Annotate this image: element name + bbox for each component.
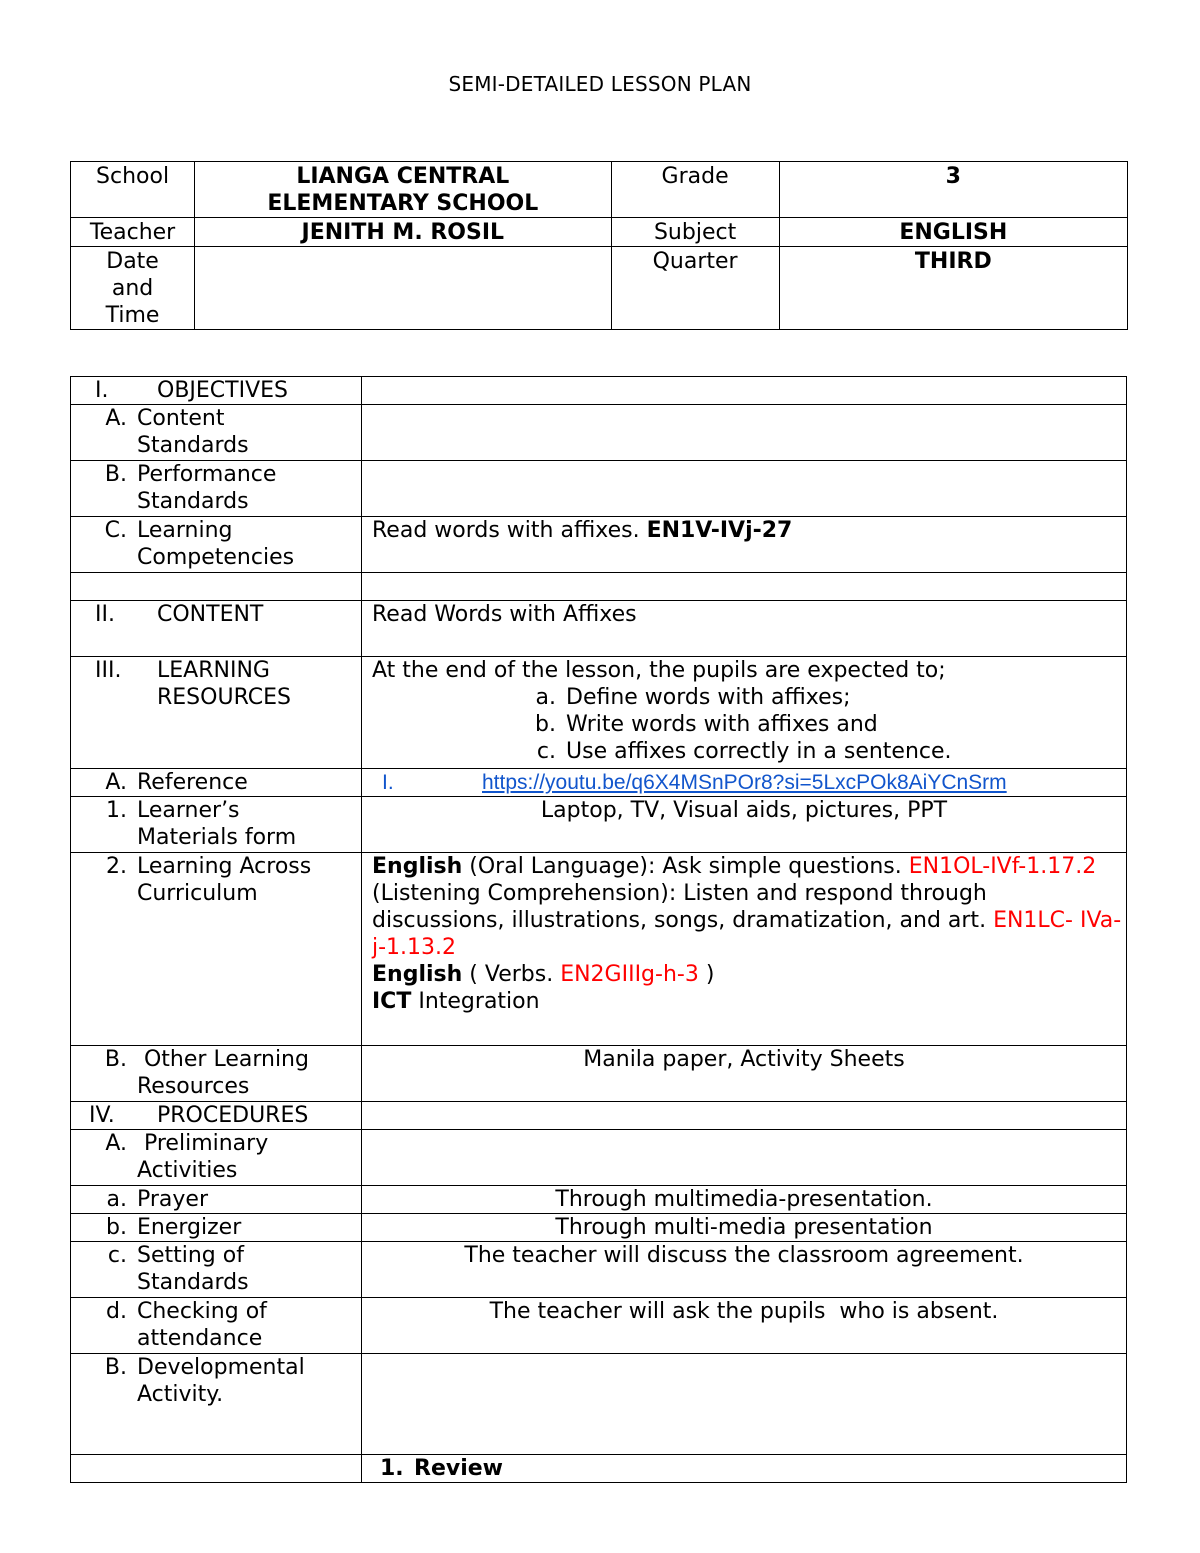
preliminary-value (362, 1130, 1127, 1186)
code-listening: EN1LC- IVa-j-1.13.2 (372, 908, 1122, 960)
blank-value (362, 573, 1127, 601)
table-row (71, 1046, 1127, 1102)
attendance-label: d. Checking of attendance (71, 1298, 362, 1354)
learning-resources-label: III. LEARNING RESOURCES (71, 657, 362, 769)
learning-competencies-label: C. Learning Competencies (71, 517, 362, 573)
content-value: Read Words with Affixes (362, 601, 1127, 657)
review-label (71, 1455, 362, 1483)
table-row (71, 1298, 1127, 1354)
learners-materials-value: Laptop, TV, Visual aids, pictures, PPT (362, 797, 1127, 853)
learners-materials-label: 1. Learner’s Materials form (71, 797, 362, 853)
learning-competencies-value: Read words with affixes. EN1V-IVj-27 (362, 517, 1127, 573)
attendance-value: The teacher will ask the pupils who is absent. (362, 1298, 1127, 1354)
quarter-label: Quarter (611, 247, 779, 330)
content-label: II. CONTENT (71, 601, 362, 657)
reference-link[interactable]: https://youtu.be/q6X4MSnPOr8?si=5LxcPOk8AiYCnSrm (482, 771, 1007, 794)
table-row (71, 797, 1127, 853)
developmental-value (362, 1354, 1127, 1455)
school-value: LIANGA CENTRAL ELEMENTARY SCHOOL (195, 162, 611, 218)
table-row (71, 573, 1127, 601)
objectives-value (362, 377, 1127, 405)
review-value: 1. Review (362, 1455, 1127, 1483)
learning-across-value: English (Oral Language): Ask simple questions. EN1OL-IVf-1.17.2 (Listening Comprehension): Listen and respond through discussions, illustrations, songs, dramatization, and art. EN1LC- IVa-j-1.13.2 English ( Verbs. EN2GIIIg-h-3 ) ICT Integration (362, 853, 1127, 1046)
table-row (71, 1455, 1127, 1483)
list-item: c. Use affixes correctly in a sentence. (536, 739, 952, 764)
objectives-label: I. OBJECTIVES (71, 377, 362, 405)
table-row (71, 769, 1127, 797)
table-row (71, 1214, 1127, 1242)
table-row (71, 601, 1127, 657)
setting-standards-value: The teacher will discuss the classroom agreement. (362, 1242, 1127, 1298)
performance-standards-label: B. Performance Standards (71, 461, 362, 517)
code-verbs: EN2GIIIg-h-3 (560, 962, 699, 987)
performance-standards-value (362, 461, 1127, 517)
competency-code: EN1V-IVj-27 (646, 518, 793, 543)
list-item: a. Define words with affixes; (535, 685, 851, 710)
table-row (71, 1186, 1127, 1214)
quarter-value: THIRD (779, 247, 1127, 330)
prayer-value: Through multimedia-presentation. (362, 1186, 1127, 1214)
content-standards-label: A. Content Standards (71, 405, 362, 461)
prayer-label: a. Prayer (71, 1186, 362, 1214)
procedures-label: IV. PROCEDURES (71, 1102, 362, 1130)
setting-standards-label: c. Setting of Standards (71, 1242, 362, 1298)
grade-label: Grade (611, 162, 779, 218)
teacher-value: JENITH M. ROSIL (195, 218, 611, 247)
subject-label: Subject (611, 218, 779, 247)
subject-value: ENGLISH (779, 218, 1127, 247)
table-row (71, 1242, 1127, 1298)
energizer-label: b. Energizer (71, 1214, 362, 1242)
content-standards-value (362, 405, 1127, 461)
table-row (71, 1102, 1127, 1130)
code-oral-language: EN1OL-IVf-1.17.2 (908, 854, 1097, 879)
header-info-table (70, 161, 1128, 330)
reference-label: A. Reference (71, 769, 362, 797)
blank-label (71, 573, 362, 601)
procedures-value (362, 1102, 1127, 1130)
table-row (71, 1354, 1127, 1455)
date-time-label: Date and Time (71, 247, 195, 330)
developmental-label: B. Developmental Activity. (71, 1354, 362, 1455)
learning-resources-value: At the end of the lesson, the pupils are expected to; a. Define words with affixes; b. Write words with affixes and c. Use affixes correctly in a sentence. (362, 657, 1127, 769)
table-row (71, 517, 1127, 573)
grade-value: 3 (779, 162, 1127, 218)
preliminary-label: A. Preliminary Activities (71, 1130, 362, 1186)
reference-value: I. https://youtu.be/q6X4MSnPOr8?si=5LxcPOk8AiYCnSrm (362, 769, 1127, 797)
learning-across-label: 2. Learning Across Curriculum (71, 853, 362, 1046)
school-label: School (71, 162, 195, 218)
table-row (71, 1130, 1127, 1186)
list-item: b. Write words with affixes and (535, 712, 878, 737)
date-time-value (195, 247, 611, 330)
lesson-plan-table (70, 376, 1127, 1483)
energizer-value: Through multi-media presentation (362, 1214, 1127, 1242)
teacher-label: Teacher (71, 218, 195, 247)
table-row (71, 657, 1127, 769)
table-row (71, 377, 1127, 405)
table-row (71, 461, 1127, 517)
other-resources-label: B. Other Learning Resources (71, 1046, 362, 1102)
table-row (71, 405, 1127, 461)
table-row (71, 853, 1127, 1046)
document-title: SEMI-DETAILED LESSON PLAN (448, 72, 752, 96)
other-resources-value: Manila paper, Activity Sheets (362, 1046, 1127, 1102)
